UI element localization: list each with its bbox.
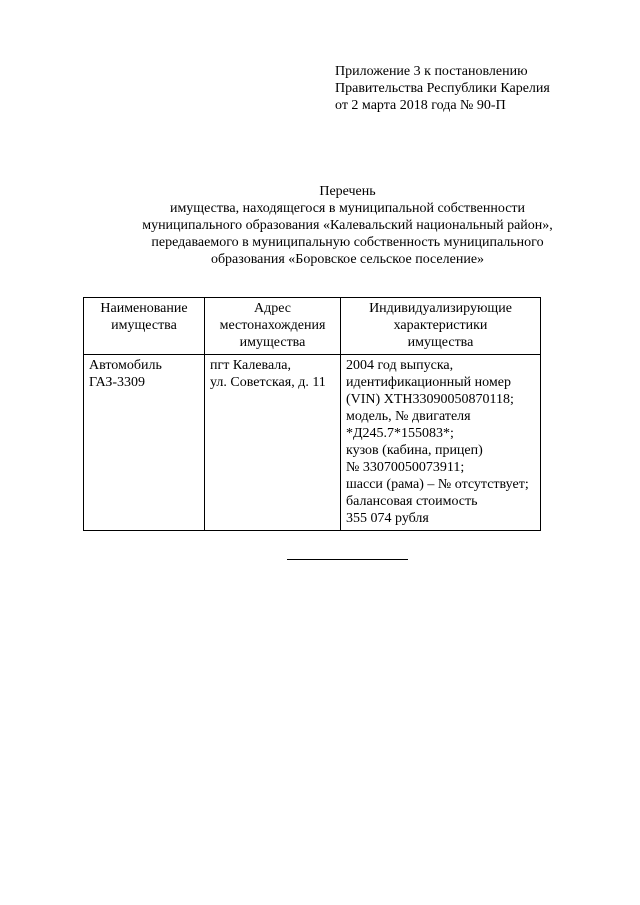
cell-line: № 33070050073911; xyxy=(346,460,465,475)
header-address xyxy=(205,298,341,355)
table-row xyxy=(84,355,541,531)
cell-line: балансовая стоимость xyxy=(346,494,478,509)
cell-line: Автомобиль xyxy=(89,358,162,373)
cell-line: модель, № двигателя xyxy=(346,409,471,424)
cell-line: кузов (кабина, прицеп) xyxy=(346,443,483,458)
cell-line: ГАЗ-3309 xyxy=(89,375,146,390)
cell-line: *Д245.7*155083*; xyxy=(346,426,454,441)
document-title xyxy=(60,183,635,268)
property-table xyxy=(83,297,541,531)
header-line: характеристики xyxy=(393,318,488,333)
cell-line: 355 074 рубля xyxy=(346,511,429,526)
cell-line: идентификационный номер xyxy=(346,375,511,390)
table-header-row xyxy=(84,298,541,355)
title-line: муниципального образования «Калевальский национальный район», xyxy=(142,218,553,233)
title-line: образования «Боровское сельское поселение» xyxy=(210,252,485,267)
header-line: имущества xyxy=(111,318,177,333)
cell-line: шасси (рама) – № отсутствует; xyxy=(346,477,529,492)
title-line: передаваемого в муниципальную собственность муниципального xyxy=(151,235,544,250)
cell-line: 2004 год выпуска, xyxy=(346,358,454,373)
header-line: Наименование xyxy=(100,301,188,316)
header-line: имущества xyxy=(407,335,474,350)
end-divider xyxy=(287,559,408,560)
cell-name xyxy=(84,355,205,531)
title-line: имущества, находящегося в муниципальной собственности xyxy=(169,201,526,216)
header-line: Индивидуализирующие xyxy=(369,301,512,316)
header-line: Адрес xyxy=(253,301,291,316)
header-name xyxy=(84,298,205,355)
title-line: Перечень xyxy=(319,184,376,199)
appendix-line: от 2 марта 2018 года № 90-П xyxy=(335,98,506,113)
cell-characteristics xyxy=(341,355,541,531)
appendix-line: Приложение 3 к постановлению xyxy=(335,64,528,79)
cell-address xyxy=(205,355,341,531)
header-line: имущества xyxy=(239,335,306,350)
cell-line: пгт Калевала, xyxy=(210,358,292,373)
cell-line: ул. Советская, д. 11 xyxy=(210,375,326,390)
header-line: местонахождения xyxy=(219,318,326,333)
header-characteristics xyxy=(341,298,541,355)
appendix-line: Правительства Республики Карелия xyxy=(335,81,550,96)
appendix-reference xyxy=(335,63,550,114)
cell-line: (VIN) ХТН33090050870118; xyxy=(346,392,514,407)
